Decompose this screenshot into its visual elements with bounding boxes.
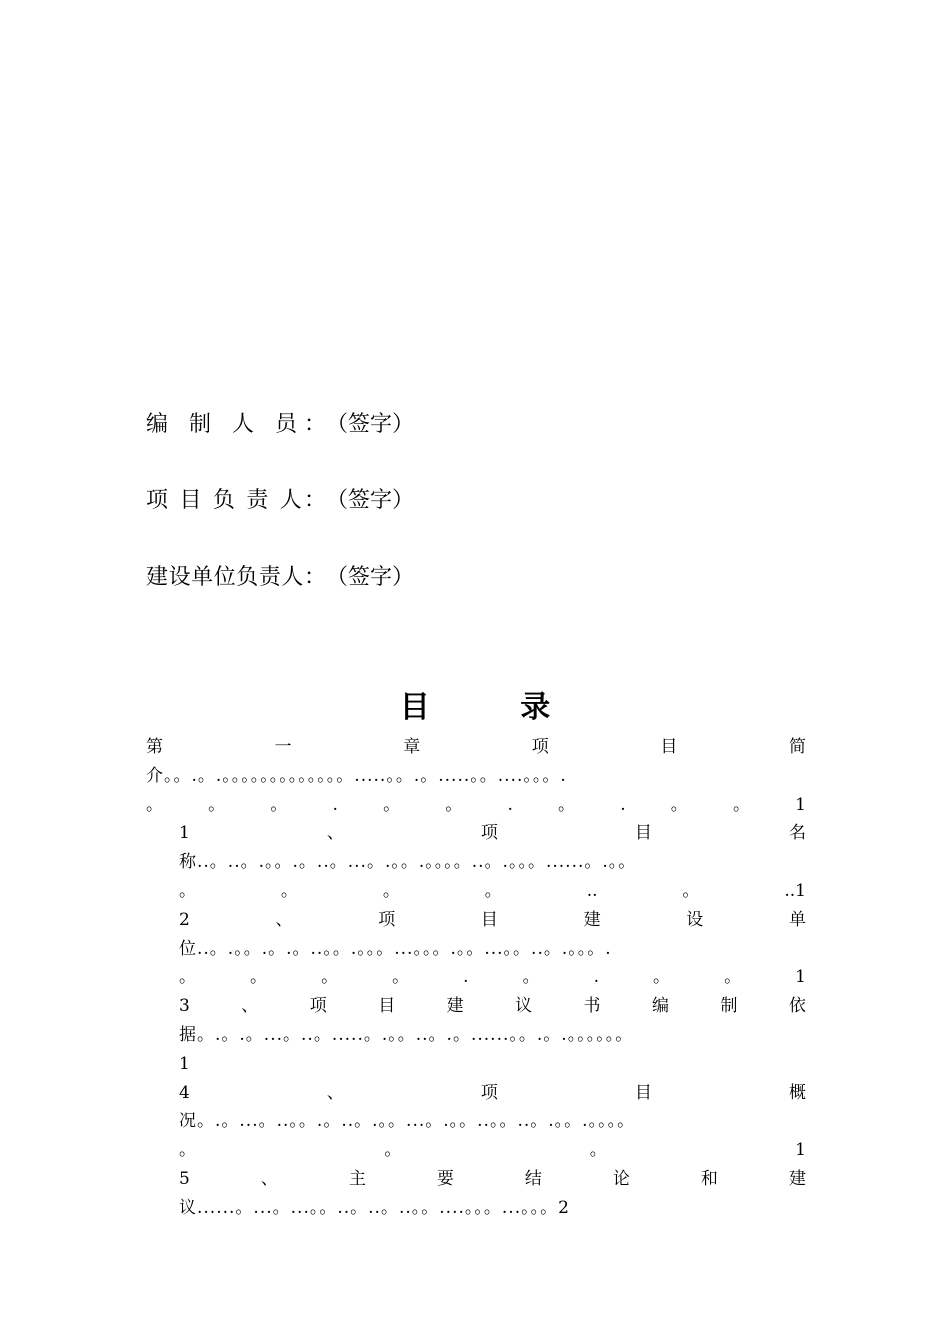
toc-dot-leader: 。。.。.。。。。。。。。。。。。。.....。。.。.....。。....。。。. — [164, 765, 567, 786]
signature-label: 编 制 人 员： — [146, 412, 326, 437]
toc-heading-char: 名 — [788, 823, 806, 844]
toc-heading-char: 、 — [275, 909, 293, 930]
toc-dot: . — [593, 967, 599, 988]
signature-placeholder: （签字） — [326, 488, 415, 513]
toc-dot: 。 — [250, 967, 268, 988]
toc-heading-tail: 况 — [179, 1111, 197, 1132]
toc-page-number: 1 — [795, 1140, 806, 1161]
toc-entry-leader — [179, 935, 806, 964]
signature-line-unit-leader — [146, 563, 566, 593]
toc-entry-page-line — [179, 963, 806, 992]
signature-line-compiler — [146, 410, 566, 440]
toc-dot: . — [507, 794, 513, 815]
toc-entry-leader — [146, 762, 806, 791]
toc-heading-char: 项 — [378, 909, 396, 930]
toc-heading-char: 主 — [348, 1168, 366, 1189]
toc-heading-char: 书 — [583, 996, 601, 1017]
toc-heading-char: 概 — [788, 1082, 806, 1103]
toc-heading-char: 依 — [788, 996, 806, 1017]
toc-heading-char: 、 — [326, 1082, 344, 1103]
toc-heading-tail: 称 — [179, 852, 197, 873]
signature-label: 项 目 负 责 人： — [146, 488, 326, 513]
toc-heading-char: 、 — [260, 1168, 278, 1189]
toc-title: 目 录 — [399, 690, 591, 725]
toc-heading-char: 1 — [179, 823, 190, 844]
toc-page-number: 1 — [795, 967, 806, 988]
toc-dot: 。 — [682, 880, 700, 901]
toc-dot-leader: 。.。...。..。。.。..。.。。...。.。。..。。..。.。。.。。。。 — [197, 1111, 636, 1132]
toc-dot: 。 — [732, 794, 750, 815]
toc-entry-page-line — [179, 1050, 806, 1079]
toc-dot: 。 — [382, 880, 400, 901]
toc-heading-char: 目 — [378, 996, 396, 1017]
toc-heading-tail: 位 — [179, 938, 197, 959]
signature-placeholder: （签字） — [326, 412, 415, 437]
toc-heading-char: 目 — [480, 909, 498, 930]
toc-heading-char: 结 — [524, 1168, 542, 1189]
toc-dot: 。 — [558, 794, 576, 815]
toc-dot: 。 — [179, 1140, 196, 1161]
toc-dot-leader: ..。.。。.。.。..。。.。。。...。。。.。。...。。..。.。。。. — [197, 938, 612, 959]
toc-heading-char: 第 — [146, 737, 163, 757]
toc-heading-char: 一 — [274, 737, 292, 757]
toc-heading-char: 目 — [634, 823, 652, 844]
toc-heading-tail: 据 — [179, 1024, 197, 1045]
toc-heading-char: 、 — [241, 996, 259, 1017]
toc-heading-char: 项 — [480, 1082, 498, 1103]
toc-dot: 。 — [724, 967, 742, 988]
toc-heading-char: 单 — [788, 909, 806, 930]
toc-heading-char: 章 — [403, 737, 421, 757]
signature-line-project-leader — [146, 486, 566, 516]
toc-entry-leader — [179, 1021, 806, 1050]
toc-dot: 。 — [484, 880, 502, 901]
toc-dot: 。 — [445, 794, 463, 815]
toc-heading-char: 5 — [179, 1168, 190, 1189]
toc-dot: 。 — [270, 794, 288, 815]
toc-entry-leader — [179, 848, 806, 877]
toc-dot: 。 — [179, 967, 196, 988]
toc-heading-char: 建 — [788, 1168, 806, 1189]
toc-dot: 。 — [321, 967, 339, 988]
toc-entry-heading[interactable] — [179, 1079, 806, 1108]
toc-dot-leader: 。.。.。...。..。.....。.。。..。.。......。。.。.。。。。。。 — [197, 1024, 634, 1045]
toc-heading-char: 2 — [179, 909, 190, 930]
toc-heading-char: 议 — [515, 996, 533, 1017]
toc-dot: 。 — [653, 967, 671, 988]
toc-entry-leader — [179, 1107, 806, 1136]
toc-entry-leader — [179, 1194, 806, 1223]
toc-dot: 。 — [670, 794, 688, 815]
toc-entry-page-line — [179, 1136, 806, 1165]
toc-heading-char: 项 — [480, 823, 498, 844]
toc-page-number: 1 — [179, 1053, 190, 1074]
toc-entry-page-line — [146, 791, 806, 820]
toc-entry-heading[interactable] — [179, 992, 806, 1021]
toc-dot: . — [620, 794, 626, 815]
toc-heading-char: 编 — [652, 996, 669, 1017]
toc-heading-char: 设 — [686, 909, 704, 930]
table-of-contents — [146, 733, 806, 1223]
toc-heading-char: 项 — [309, 996, 327, 1017]
toc-dot: . — [332, 794, 338, 815]
toc-dot: 。 — [146, 794, 163, 815]
toc-heading-char: 4 — [179, 1082, 190, 1103]
toc-entry-heading[interactable] — [146, 733, 806, 762]
toc-heading-char: 、 — [326, 823, 344, 844]
toc-heading-char: 建 — [446, 996, 464, 1017]
toc-entry-heading[interactable] — [179, 819, 806, 848]
toc-page-number: ..1 — [784, 880, 806, 901]
toc-heading-tail: 议 — [179, 1197, 197, 1218]
toc-dot: 。 — [383, 794, 401, 815]
toc-heading-tail: 介 — [146, 765, 164, 786]
toc-dot: 。 — [384, 1140, 402, 1161]
toc-heading-char: 3 — [179, 996, 190, 1017]
toc-heading-char: 论 — [612, 1168, 630, 1189]
signature-label: 建设单位负责人： — [146, 565, 326, 590]
toc-dot: 。 — [280, 880, 298, 901]
toc-page-number: 1 — [795, 794, 806, 815]
toc-dot: . — [463, 967, 469, 988]
toc-heading-char: 简 — [788, 737, 806, 757]
toc-heading-char: 目 — [660, 737, 678, 757]
signature-placeholder: （签字） — [326, 565, 415, 590]
toc-heading-char: 要 — [436, 1168, 454, 1189]
toc-dot: 。 — [589, 1140, 607, 1161]
toc-entry-heading[interactable] — [179, 1165, 806, 1194]
toc-dot: .. — [586, 880, 598, 901]
toc-dot: 。 — [392, 967, 410, 988]
toc-dot-leader: ..。..。.。。.。..。...。.。。.。。。。..。.。。。......。.。。 — [197, 852, 637, 873]
toc-dot: 。 — [208, 794, 226, 815]
toc-dot-leader: ......。...。...。。..。..。..。。....。。。...。。。2 — [197, 1197, 570, 1218]
toc-heading-char: 建 — [583, 909, 601, 930]
toc-heading-char: 项 — [531, 737, 549, 757]
toc-heading-char: 制 — [720, 996, 738, 1017]
toc-heading-char: 和 — [700, 1168, 718, 1189]
toc-dot: 。 — [522, 967, 540, 988]
toc-entry-page-line — [179, 877, 806, 906]
toc-entry-heading[interactable] — [179, 906, 806, 935]
toc-dot: 。 — [179, 880, 196, 901]
toc-heading-char: 目 — [634, 1082, 652, 1103]
